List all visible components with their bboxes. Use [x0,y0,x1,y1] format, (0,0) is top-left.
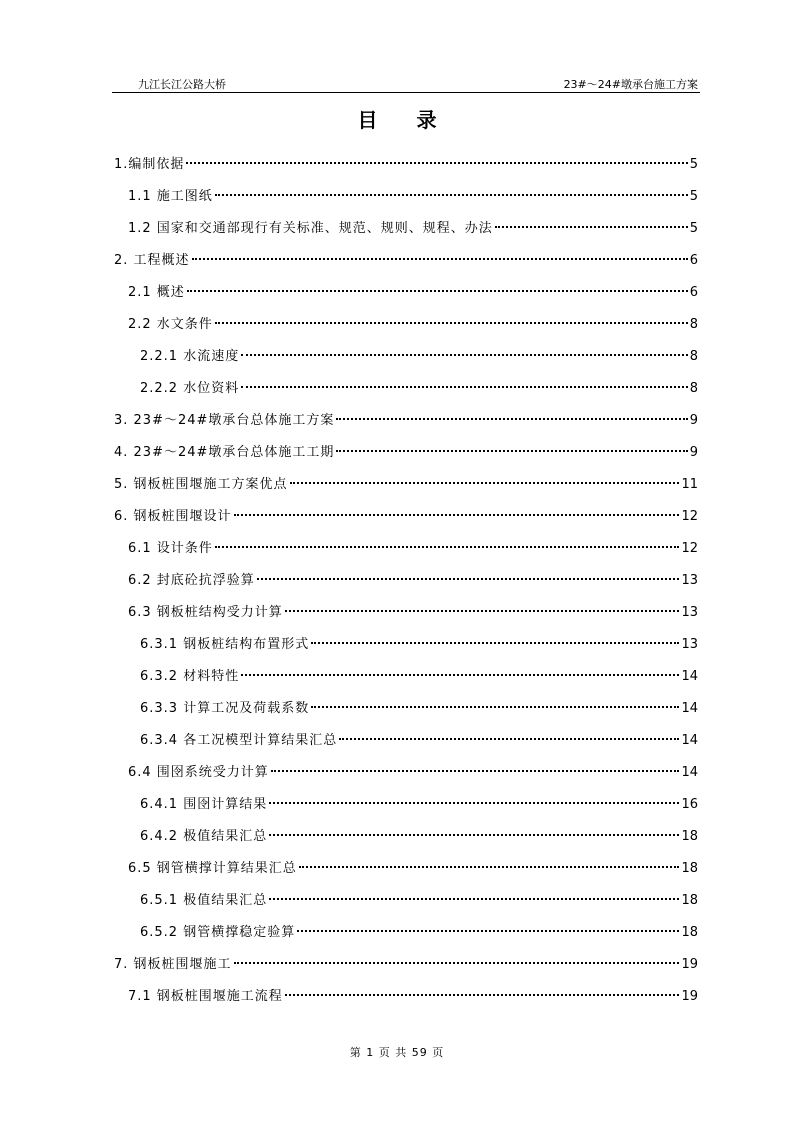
toc-entry[interactable] [128,762,698,784]
toc-entry[interactable] [114,442,698,464]
toc-entry-page-number: 11 [681,477,698,492]
toc-entry-label: 6.5.2 钢管横撑稳定验算 [140,925,296,940]
toc-entry-page-number: 6 [689,253,698,268]
toc-entry[interactable] [128,858,698,880]
toc-entry-label: 6.2 封底砼抗浮验算 [128,573,255,588]
toc-entry-label: 1.2 国家和交通部现行有关标准、规范、规则、规程、办法 [128,221,493,236]
toc-leader-dots [269,834,679,836]
toc-entry-page-number: 6 [689,285,698,300]
toc-entry-label: 6.3.2 材料特性 [140,669,240,684]
toc-entry[interactable] [128,218,698,240]
toc-leader-dots [234,514,680,516]
toc-entry-label: 6.5.1 极值结果汇总 [140,893,268,908]
toc-entry[interactable] [140,794,698,816]
toc-entry-label: 6.3 钢板桩结构受力计算 [128,605,283,620]
toc-entry[interactable] [114,474,698,496]
toc-entry[interactable] [128,186,698,208]
toc-leader-dots [297,930,679,932]
toc-entry-label: 2.2.2 水位资料 [140,381,240,396]
toc-entry[interactable] [114,154,698,176]
toc-entry[interactable] [128,986,698,1008]
toc-entry-label: 5. 钢板桩围堰施工方案优点 [114,477,288,492]
toc-leader-dots [241,386,688,388]
toc-entry[interactable] [128,602,698,624]
toc-entry-page-number: 5 [689,189,698,204]
toc-leader-dots [336,418,687,420]
toc-leader-dots [290,482,680,484]
toc-entry[interactable] [140,890,698,912]
toc-entry-page-number: 8 [689,381,698,396]
toc-entry-page-number: 18 [681,861,698,876]
toc-leader-dots [285,994,680,996]
toc-entry-page-number: 18 [681,829,698,844]
toc-entry-page-number: 13 [681,573,698,588]
toc-entry[interactable] [140,922,698,944]
toc-entry-page-number: 13 [681,605,698,620]
toc-entry-label: 3. 23#～24#墩承台总体施工方案 [114,413,335,428]
toc-entry-label: 7. 钢板桩围堰施工 [114,957,232,972]
toc-entry-page-number: 14 [681,765,698,780]
toc-entry-label: 2.1 概述 [128,285,185,300]
toc-leader-dots [215,322,688,324]
toc-entry-page-number: 9 [689,445,698,460]
toc-leader-dots [269,898,679,900]
toc-entry-label: 2.2 水文条件 [128,317,213,332]
toc-entry[interactable] [140,346,698,368]
toc-leader-dots [299,866,680,868]
toc-entry-page-number: 18 [681,925,698,940]
toc-entry-page-number: 12 [681,541,698,556]
toc-entry-label: 2.2.1 水流速度 [140,349,240,364]
toc-leader-dots [311,642,679,644]
toc-entry-label: 1.1 施工图纸 [128,189,213,204]
toc-leader-dots [495,226,688,228]
toc-leader-dots [339,738,679,740]
toc-entry[interactable] [140,378,698,400]
toc-entry-label: 6.3.4 各工况模型计算结果汇总 [140,733,338,748]
page-title: 目 录 [357,108,453,132]
toc-entry-label: 4. 23#～24#墩承台总体施工工期 [114,445,335,460]
toc-entry-label: 7.1 钢板桩围堰施工流程 [128,989,283,1004]
toc-entry[interactable] [114,410,698,432]
toc-entry-page-number: 14 [681,733,698,748]
toc-entry[interactable] [140,666,698,688]
toc-leader-dots [271,770,680,772]
toc-leader-dots [269,802,679,804]
toc-entry-page-number: 8 [689,349,698,364]
toc-leader-dots [234,962,680,964]
toc-leader-dots [311,706,679,708]
toc-entry[interactable] [128,570,698,592]
toc-entry-page-number: 14 [681,669,698,684]
header-project-name: 九江长江公路大桥 [138,78,226,91]
toc-leader-dots [215,546,680,548]
toc-entry[interactable] [114,506,698,528]
toc-leader-dots [241,674,679,676]
toc-entry[interactable] [128,314,698,336]
toc-entry-page-number: 19 [681,989,698,1004]
toc-entry-label: 6.1 设计条件 [128,541,213,556]
toc-leader-dots [215,194,688,196]
toc-leader-dots [285,610,680,612]
toc-entry-page-number: 5 [689,221,698,236]
toc-entry-page-number: 9 [689,413,698,428]
toc-entry[interactable] [140,730,698,752]
toc-entry-label: 6.4.2 极值结果汇总 [140,829,268,844]
toc-leader-dots [241,354,688,356]
toc-entry-label: 6.4.1 围囹计算结果 [140,797,268,812]
toc-entry[interactable] [114,250,698,272]
toc-entry-page-number: 5 [689,157,698,172]
toc-entry[interactable] [140,698,698,720]
toc-leader-dots [187,290,688,292]
toc-leader-dots [336,450,687,452]
toc-entry-label: 1.编制依据 [114,157,185,172]
toc-entry-label: 6.3.3 计算工况及荷载系数 [140,701,310,716]
toc-entry[interactable] [140,826,698,848]
toc-entry-label: 6.3.1 钢板桩结构布置形式 [140,637,310,652]
toc-entry-page-number: 18 [681,893,698,908]
page-header [112,76,700,93]
toc-entry[interactable] [128,282,698,304]
toc-entry-label: 2. 工程概述 [114,253,190,268]
toc-entry[interactable] [140,634,698,656]
header-document-title: 23#～24#墩承台施工方案 [563,78,698,91]
toc-leader-dots [186,162,687,164]
toc-entry-page-number: 13 [681,637,698,652]
page-footer: 第 1 页 共 59 页 [349,1046,445,1059]
toc-entry-page-number: 8 [689,317,698,332]
toc-leader-dots [192,258,688,260]
toc-entry-page-number: 16 [681,797,698,812]
toc-entry-page-number: 12 [681,509,698,524]
toc-leader-dots [257,578,680,580]
toc-entry-label: 6. 钢板桩围堰设计 [114,509,232,524]
toc-entry-page-number: 19 [681,957,698,972]
toc-entry-label: 6.5 钢管横撑计算结果汇总 [128,861,297,876]
toc-entry[interactable] [114,954,698,976]
toc-entry-page-number: 14 [681,701,698,716]
toc-entry-label: 6.4 围囹系统受力计算 [128,765,269,780]
toc-entry[interactable] [128,538,698,560]
